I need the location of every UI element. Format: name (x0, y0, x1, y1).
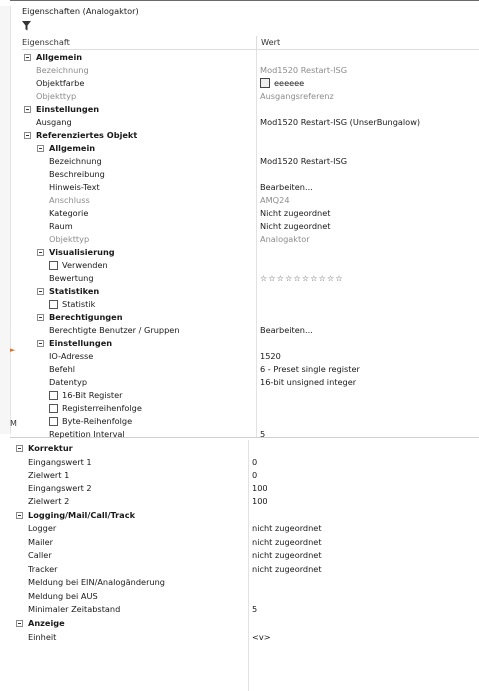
property-value[interactable]: nicht zugeordnet (252, 537, 322, 547)
property-value[interactable]: Nicht zugeordnet (260, 221, 331, 231)
panel-title: Eigenschaften (Analogaktor) (22, 6, 139, 16)
property-label: Objekttyp (36, 91, 77, 101)
property-label: Beschreibung (49, 169, 105, 179)
property-value[interactable]: Mod1520 Restart-ISG (UnserBungalow) (260, 117, 421, 127)
property-label: Raum (49, 221, 73, 231)
property-row-repetition-interval[interactable] (0, 428, 479, 441)
collapse-toggle-icon[interactable] (37, 314, 44, 321)
property-row-zielwert-2[interactable] (0, 495, 479, 508)
category-visualisierung[interactable] (0, 246, 479, 259)
checkbox[interactable] (49, 300, 58, 309)
category-label: Einstellungen (36, 104, 100, 114)
property-row-logger[interactable] (0, 522, 479, 535)
property-value: AMQ24 (260, 195, 290, 205)
property-value[interactable]: 100 (252, 483, 268, 493)
property-row-berechtigte-benutzer-gruppen[interactable] (0, 324, 479, 337)
property-row-kategorie[interactable] (0, 207, 479, 220)
property-value[interactable]: <v> (252, 632, 271, 642)
property-label: Logger (28, 523, 57, 533)
property-label: Zielwert 1 (28, 470, 70, 480)
property-value[interactable]: eeeeee (274, 78, 305, 88)
category-label: Allgemein (36, 52, 83, 62)
property-label: Berechtigte Benutzer / Gruppen (49, 325, 180, 335)
category-berechtigungen[interactable] (0, 311, 479, 324)
property-row-objektfarbe[interactable] (0, 77, 479, 90)
collapse-toggle-icon[interactable] (16, 620, 23, 627)
property-label: Datentyp (49, 377, 88, 387)
property-label: Meldung bei EIN/Analogänderung (28, 577, 166, 587)
property-value[interactable]: 1520 (260, 351, 281, 361)
property-label: Anschluss (49, 195, 90, 205)
property-label: 16-Bit Register (62, 390, 123, 400)
category-label: Anzeige (28, 618, 65, 628)
category-label: Korrektur (28, 443, 73, 453)
property-row-eingangswert-1[interactable] (0, 456, 479, 469)
property-value[interactable]: 0 (252, 457, 258, 467)
category-label: Referenziertes Objekt (36, 130, 138, 140)
dock-marker: M (10, 419, 17, 428)
category-korrektur[interactable] (0, 442, 479, 455)
property-row-datentyp[interactable] (0, 376, 479, 389)
collapse-toggle-icon[interactable] (24, 132, 31, 139)
property-row-befehl[interactable] (0, 363, 479, 376)
property-label: Ausgang (36, 117, 72, 127)
property-row-zielwert-1[interactable] (0, 469, 479, 482)
category-statistiken[interactable] (0, 285, 479, 298)
property-label: Objektfarbe (36, 78, 85, 88)
checkbox[interactable] (49, 417, 58, 426)
collapse-toggle-icon[interactable] (37, 288, 44, 295)
property-row-bezeichnung[interactable] (0, 64, 479, 77)
property-row-minimaler-zeitabstand[interactable] (0, 603, 479, 616)
property-value: Analogaktor (260, 234, 310, 244)
property-label: Meldung bei AUS (28, 591, 98, 601)
property-value[interactable]: nicht zugeordnet (252, 550, 322, 560)
property-label: Einheit (28, 632, 57, 642)
property-row-meldung-bei-ein-analog-nderung[interactable] (0, 576, 479, 589)
property-label: Bezeichnung (49, 156, 102, 166)
collapse-toggle-icon[interactable] (24, 54, 31, 61)
selection-arrow-icon: ► (10, 346, 16, 354)
property-label: Hinweis-Text (49, 182, 100, 192)
property-label: Byte-Reihenfolge (62, 416, 133, 426)
category-label: Einstellungen (49, 338, 113, 348)
property-value[interactable]: 100 (252, 496, 268, 506)
property-label: Registerreihenfolge (62, 403, 142, 413)
property-row-byte-reihenfolge[interactable] (0, 415, 479, 428)
property-value[interactable]: 6 - Preset single register (260, 364, 360, 374)
property-label: Repetition Interval (49, 429, 125, 439)
collapse-toggle-icon[interactable] (16, 445, 23, 452)
property-value: Ausgangsreferenz (260, 91, 334, 101)
category-label: Statistiken (49, 286, 100, 296)
category-anzeige[interactable] (0, 617, 479, 630)
property-value[interactable]: nicht zugeordnet (252, 564, 322, 574)
header-value: Wert (261, 37, 281, 47)
property-value[interactable]: 5 (252, 604, 258, 614)
property-row-ausgang[interactable] (0, 116, 479, 129)
category-einstellungen[interactable] (0, 337, 479, 350)
category-label: Allgemein (49, 143, 96, 153)
property-row-meldung-bei-aus[interactable] (0, 590, 479, 603)
property-value[interactable]: Bearbeiten... (260, 325, 313, 335)
property-value[interactable]: Nicht zugeordnet (260, 208, 331, 218)
property-label: Bezeichnung (36, 65, 89, 75)
property-label: Objekttyp (49, 234, 90, 244)
category-allgemein[interactable] (0, 142, 479, 155)
category-referenziertes-objekt[interactable] (0, 129, 479, 142)
property-row-tracker[interactable] (0, 563, 479, 576)
property-label: Statistik (62, 299, 96, 309)
property-row-bewertung[interactable] (0, 272, 479, 285)
property-row-statistik[interactable] (0, 298, 479, 311)
property-value[interactable]: nicht zugeordnet (252, 523, 322, 533)
category-logging-mail-call-track[interactable] (0, 509, 479, 522)
property-value: Mod1520 Restart-ISG (260, 65, 348, 75)
property-label: IO-Adresse (49, 351, 94, 361)
property-row-16-bit-register[interactable] (0, 389, 479, 402)
property-row-objekttyp[interactable] (0, 233, 479, 246)
property-row-io-adresse[interactable] (0, 350, 479, 363)
property-value[interactable]: 5 (260, 429, 266, 439)
category-label: Logging/Mail/Call/Track (28, 510, 136, 520)
property-row-objekttyp[interactable] (0, 90, 479, 103)
property-row-beschreibung[interactable] (0, 168, 479, 181)
collapse-toggle-icon[interactable] (16, 512, 23, 519)
property-label: Mailer (28, 537, 54, 547)
property-label: Bewertung (49, 273, 94, 283)
property-label: Caller (28, 550, 52, 560)
checkbox[interactable] (49, 404, 58, 413)
property-row-eingangswert-2[interactable] (0, 482, 479, 495)
property-value[interactable]: Mod1520 Restart-ISG (260, 156, 348, 166)
header-property: Eigenschaft (22, 37, 70, 47)
color-swatch[interactable] (260, 78, 270, 88)
category-label: Berechtigungen (49, 312, 123, 322)
property-label: Eingangswert 1 (28, 457, 92, 467)
property-row-hinweis-text[interactable] (0, 181, 479, 194)
property-label: Zielwert 2 (28, 496, 70, 506)
property-label: Befehl (49, 364, 76, 374)
property-value[interactable]: 16-bit unsigned integer (260, 377, 357, 387)
category-label: Visualisierung (49, 247, 115, 257)
property-row-anschluss[interactable] (0, 194, 479, 207)
property-row-raum[interactable] (0, 220, 479, 233)
rating-stars[interactable]: ☆☆☆☆☆☆☆☆☆☆ (260, 274, 344, 283)
property-value[interactable]: 0 (252, 470, 258, 480)
collapse-toggle-icon[interactable] (37, 249, 44, 256)
property-row-registerreihenfolge[interactable] (0, 402, 479, 415)
property-row-verwenden[interactable] (0, 259, 479, 272)
category-allgemein[interactable] (0, 51, 479, 64)
property-row-caller[interactable] (0, 549, 479, 562)
collapse-toggle-icon[interactable] (37, 340, 44, 347)
property-row-einheit[interactable] (0, 631, 479, 644)
property-row-bezeichnung[interactable] (0, 155, 479, 168)
property-value[interactable]: Bearbeiten... (260, 182, 313, 192)
property-label: Tracker (28, 564, 58, 574)
property-label: Kategorie (49, 208, 89, 218)
property-label: Eingangswert 2 (28, 483, 92, 493)
collapse-toggle-icon[interactable] (37, 145, 44, 152)
property-label: Minimaler Zeitabstand (28, 604, 121, 614)
collapse-toggle-icon[interactable] (24, 106, 31, 113)
property-label: Verwenden (62, 260, 108, 270)
category-einstellungen[interactable] (0, 103, 479, 116)
checkbox[interactable] (49, 261, 58, 270)
property-row-mailer[interactable] (0, 536, 479, 549)
checkbox[interactable] (49, 391, 58, 400)
